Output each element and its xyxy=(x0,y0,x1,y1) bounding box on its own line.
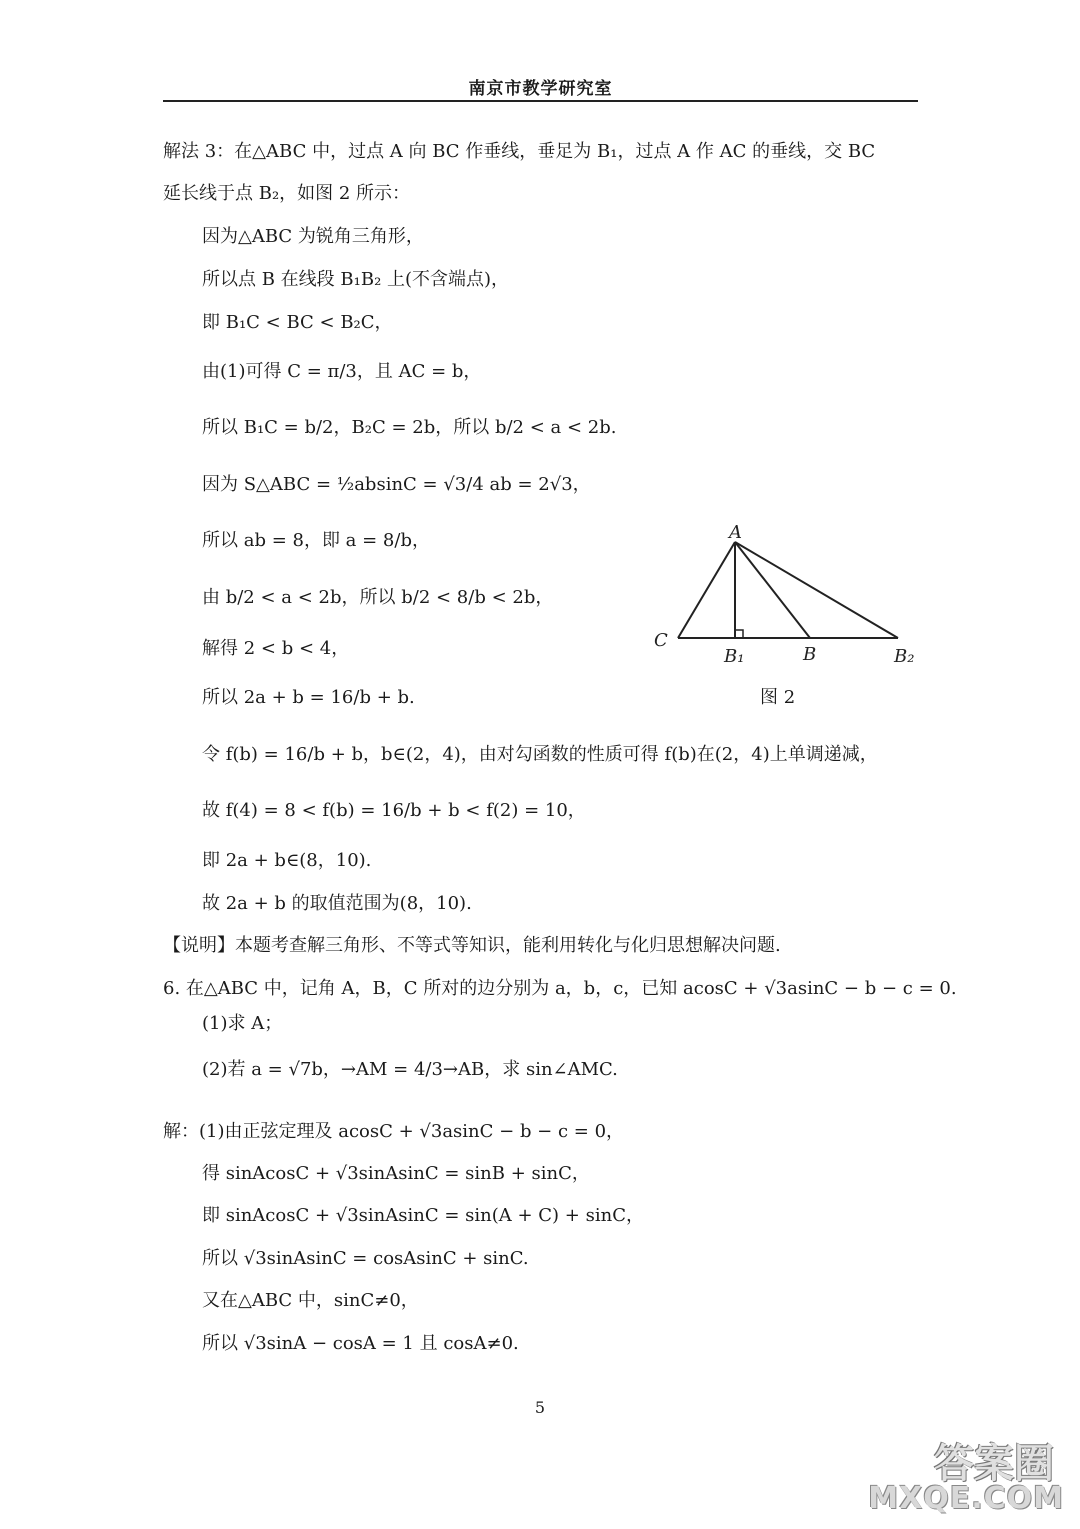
figure-caption: 图 2 xyxy=(760,687,796,708)
text-line: 即 2a + b∈(8，10). xyxy=(202,850,372,871)
text-line: 所以 B₁C = b/2，B₂C = 2b，所以 b/2 < a < 2b. xyxy=(202,417,617,438)
watermark xyxy=(868,1428,1074,1524)
text-line: 由(1)可得 C = π/3，且 AC = b， xyxy=(202,361,482,382)
label-c: C xyxy=(654,630,668,651)
text-line: 又在△ABC 中，sinC≠0， xyxy=(202,1290,419,1311)
triangle-figure xyxy=(650,520,920,710)
page-header-title: 南京市教学研究室 xyxy=(468,79,613,99)
watermark-seal: 答案圈 xyxy=(934,1441,1054,1487)
text-line: 所以 2a + b = 16/b + b. xyxy=(202,687,415,708)
header-rule xyxy=(163,100,918,102)
text-line: 令 f(b) = 16/b + b，b∈(2，4)，由对勾函数的性质可得 f(b)在(2，4)上单调递减， xyxy=(202,744,878,765)
text-line: 所以点 B 在线段 B₁B₂ 上(不含端点)， xyxy=(202,269,510,290)
text-line: 因为 S△ABC = ½absinC = √3/4 ab = 2√3， xyxy=(202,474,591,495)
text-line: 即 sinAcosC + √3sinAsinC = sin(A + C) + sinC， xyxy=(202,1205,644,1226)
solution3-line-1: 解法 3：在△ABC 中，过点 A 向 BC 作垂线，垂足为 B₁，过点 A 作 AC 的垂线，交 BC xyxy=(163,141,876,162)
solution-line-1: 解：(1)由正弦定理及 acosC + √3asinC − b − c = 0， xyxy=(163,1121,625,1142)
text-line: 得 sinAcosC + √3sinAsinC = sinB + sinC， xyxy=(202,1163,590,1184)
side-ab xyxy=(735,542,810,638)
watermark-text: MXQE.COM xyxy=(868,1481,1064,1516)
text-line: 因为△ABC 为锐角三角形， xyxy=(202,226,424,247)
text-line: 即 B₁C < BC < B₂C， xyxy=(202,312,393,333)
text-line: 所以 ab = 8，即 a = 8/b， xyxy=(202,530,430,551)
problem6-part2: (2)若 a = √7b，→AM = 4/3→AB，求 sin∠AMC. xyxy=(202,1059,618,1080)
label-b: B xyxy=(803,644,817,665)
side-ab2 xyxy=(735,542,898,638)
side-ac xyxy=(678,542,735,638)
problem6-statement: 6. 在△ABC 中，记角 A，B，C 所对的边分别为 a，b，c，已知 acosC + √3asinC − b − c = 0. xyxy=(163,978,957,999)
text-line: 故 2a + b 的取值范围为(8，10). xyxy=(202,893,472,914)
text-line: 所以 √3sinA − cosA = 1 且 cosA≠0. xyxy=(202,1333,519,1354)
text-line: 故 f(4) = 8 < f(b) = 16/b + b < f(2) = 10， xyxy=(202,800,586,821)
text-line: 所以 √3sinAsinC = cosAsinC + sinC. xyxy=(202,1248,529,1269)
label-b1: B₁ xyxy=(724,646,745,667)
text-line: 解得 2 < b < 4， xyxy=(202,638,350,659)
text-line: 由 b/2 < a < 2b，所以 b/2 < 8/b < 2b， xyxy=(202,587,554,608)
page-number: 5 xyxy=(534,1398,546,1417)
label-b2: B₂ xyxy=(894,646,915,667)
solution3-line-2: 延长线于点 B₂，如图 2 所示： xyxy=(163,183,411,204)
label-a: A xyxy=(729,522,742,543)
explanation-line: 【说明】本题考查解三角形、不等式等知识，能利用转化与化归思想解决问题. xyxy=(163,935,781,956)
right-angle-mark xyxy=(735,630,743,638)
problem6-part1: (1)求 A； xyxy=(202,1013,283,1034)
